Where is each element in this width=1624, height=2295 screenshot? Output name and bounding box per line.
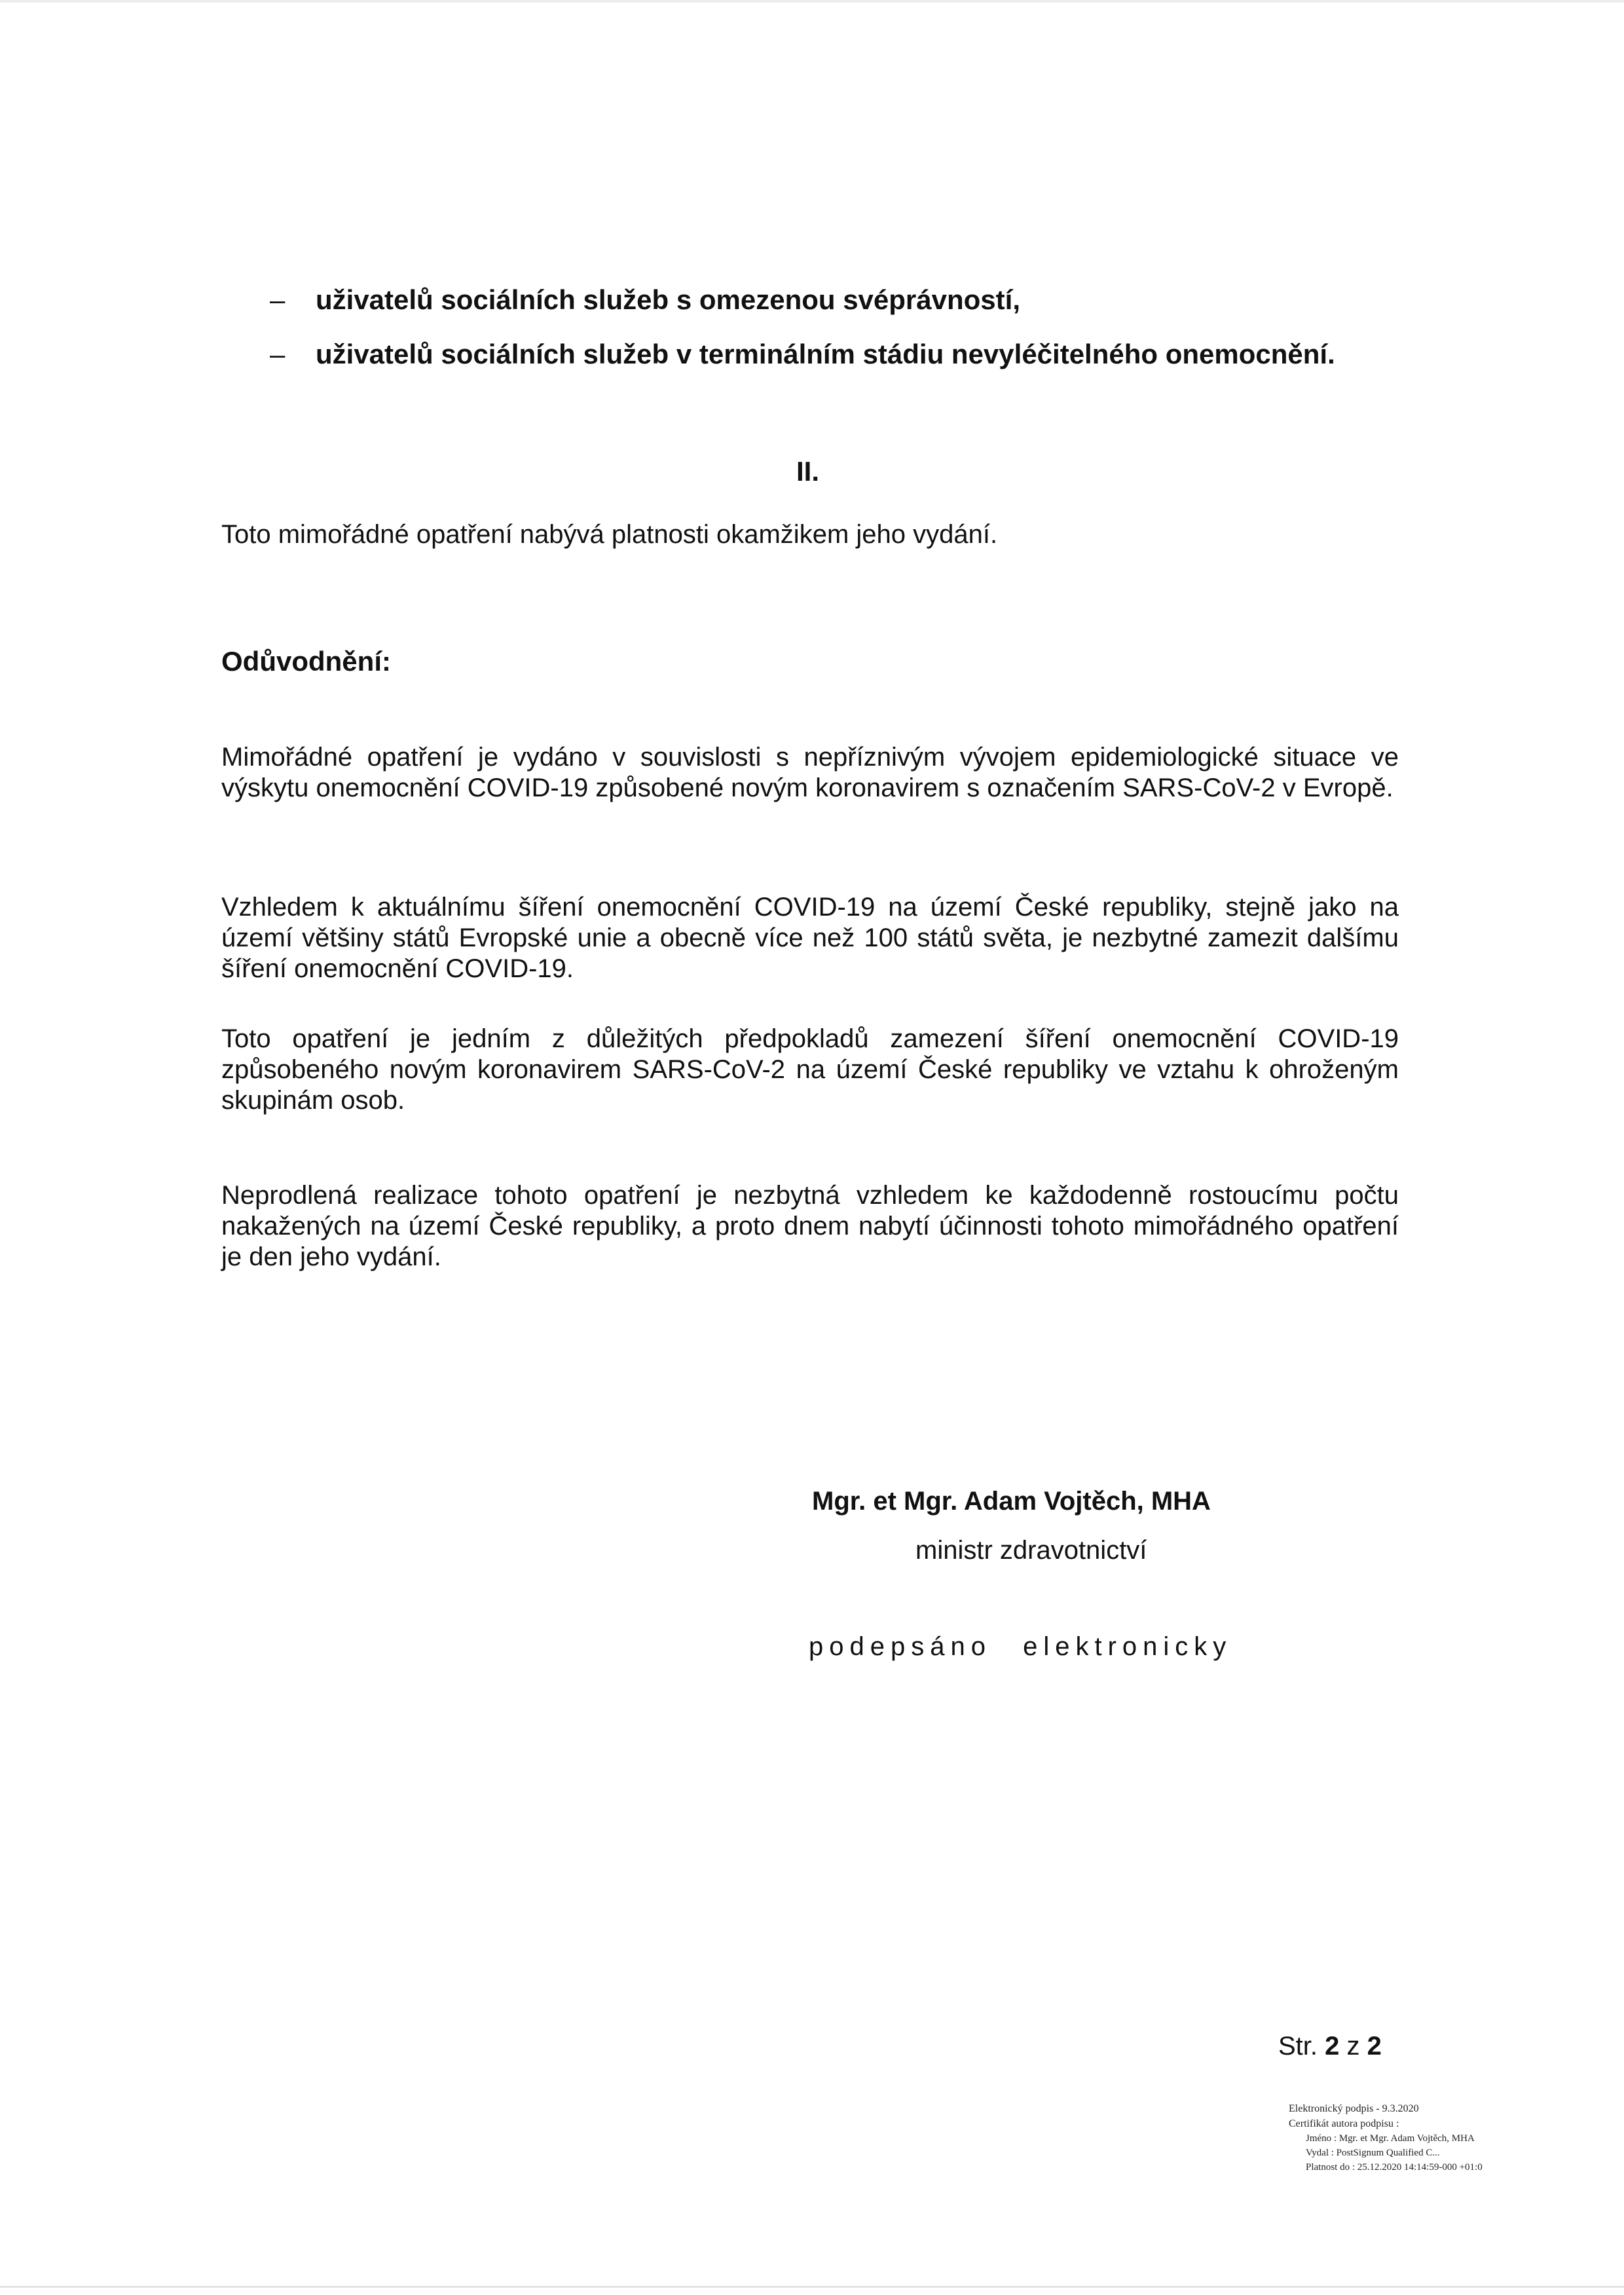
list-item-text: uživatelů sociálních služeb v terminálním stádiu nevyléčitelného onemocnění. (316, 339, 1335, 369)
electronic-signature-note: podepsáno elektronicky (809, 1632, 1232, 1661)
list-item-text: uživatelů sociálních služeb s omezenou svéprávností, (316, 284, 1020, 315)
stamp-line: Certifikát autora podpisu : (1289, 2118, 1399, 2129)
stamp-line: Platnost do : 25.12.2020 14:14:59-000 +01:0 (1306, 2162, 1483, 2173)
list-item (270, 339, 1335, 370)
justification-paragraph: Vzhledem k aktuálnímu šíření onemocnění COVID-19 na území České republiky, stejně jako na území většiny států Evropské unie a obecně více než 100 států světa, je nezbytné zamezit dalšímu šíření onemocnění COVID-19. (221, 893, 1399, 983)
scan-top-edge (0, 0, 1624, 3)
justification-paragraph: Toto opatření je jedním z důležitých předpokladů zamezení šíření onemocnění COVID-19 způsobeného novým koronavirem SARS-CoV-2 na území České republiky ve vztahu k ohroženým skupinám osob. (221, 1024, 1399, 1115)
page-number-current: 2 (1325, 2032, 1340, 2061)
signatory-name: Mgr. et Mgr. Adam Vojtěch, MHA (812, 1487, 1211, 1516)
effect-sentence: Toto mimořádné opatření nabývá platnosti okamžikem jeho vydání. (221, 520, 998, 549)
justification-heading: Odůvodnění: (221, 646, 391, 677)
page-number-separator: z (1346, 2032, 1360, 2061)
justification-paragraph: Mimořádné opatření je vydáno v souvislosti s nepříznivým vývojem epidemiologické situace ve výskytu onemocnění COVID-19 způsobené novým koronavirem s označením SARS-CoV-2 v Evropě. (221, 743, 1399, 802)
page-number-prefix: Str. (1278, 2032, 1318, 2061)
list-dash: – (270, 339, 286, 369)
stamp-line: Vydal : PostSignum Qualified C... (1306, 2148, 1440, 2158)
page-number-total: 2 (1367, 2032, 1382, 2061)
list-dash: – (270, 284, 286, 315)
scan-bottom-edge (0, 2286, 1624, 2288)
stamp-line: Jméno : Mgr. et Mgr. Adam Vojtěch, MHA (1306, 2133, 1475, 2144)
justification-paragraph: Neprodlená realizace tohoto opatření je nezbytná vzhledem ke každodenně rostoucímu počtu nakažených na území České republiky, a proto dnem nabytí účinnosti tohoto mimořádného opatření je den jeho vydání. (221, 1181, 1399, 1271)
section-number: II. (796, 456, 820, 487)
list-item (270, 284, 1020, 316)
stamp-line: Elektronický podpis - 9.3.2020 (1289, 2103, 1419, 2114)
signatory-title: ministr zdravotnictví (915, 1536, 1147, 1565)
electronic-signature-stamp (1289, 2101, 1483, 2174)
page-number (1278, 2032, 1382, 2061)
